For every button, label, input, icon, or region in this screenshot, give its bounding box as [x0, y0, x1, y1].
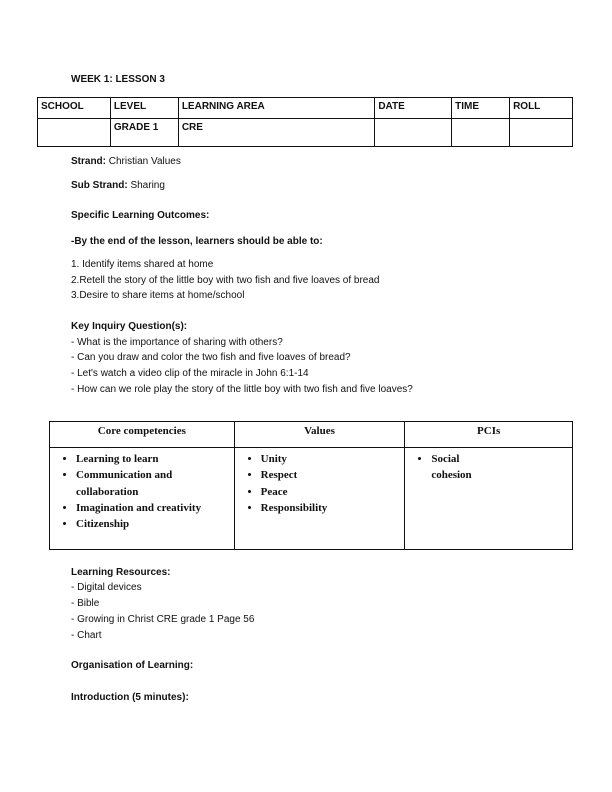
header-time: TIME: [452, 98, 510, 119]
kiq-heading: Key Inquiry Question(s):: [71, 321, 188, 332]
header-level: LEVEL: [110, 98, 178, 119]
question: - Can you draw and color the two fish and five loaves of bread?: [71, 352, 351, 363]
list-item: • Respect: [261, 467, 401, 483]
sub-strand-value: Sharing: [127, 180, 165, 191]
question: - How can we role play the story of the little boy with two fish and five loaves?: [71, 384, 413, 395]
resource-item: - Chart: [71, 630, 102, 641]
value-level: GRADE 1: [110, 119, 178, 147]
outcome: 3.Desire to share items at home/school: [71, 290, 245, 301]
resource-item: - Growing in Christ CRE grade 1 Page 56: [71, 614, 255, 625]
introduction-heading: Introduction (5 minutes):: [71, 692, 189, 703]
resources-heading: Learning Resources:: [71, 567, 171, 578]
list-item: • Peace: [261, 484, 401, 500]
lesson-info-table: [37, 97, 573, 147]
header-values: Values: [234, 422, 405, 448]
outcome: 2.Retell the story of the little boy with two fish and five loaves of bread: [71, 275, 380, 286]
header-roll: ROLL: [510, 98, 573, 119]
list-item: • Responsibility: [261, 500, 401, 516]
value-learning-area: CRE: [178, 119, 375, 147]
strand-value: Christian Values: [106, 156, 181, 167]
list-item: • Social cohesion: [431, 451, 491, 484]
resource-item: - Bible: [71, 598, 100, 609]
value-school: [38, 119, 111, 147]
pcis-cell: [405, 448, 573, 550]
header-date: DATE: [375, 98, 452, 119]
sub-strand-label: Sub Strand:: [71, 180, 128, 191]
core-competencies-cell: [50, 448, 235, 550]
list-item: • Communication and collaboration: [76, 467, 230, 500]
header-pcis: PCIs: [405, 422, 573, 448]
question: - What is the importance of sharing with others?: [71, 337, 283, 348]
value-time: [452, 119, 510, 147]
header-school: SCHOOL: [38, 98, 111, 119]
outcome: 1. Identify items shared at home: [71, 259, 214, 270]
strand-label: Strand:: [71, 156, 106, 167]
question: - Let's watch a video clip of the miracle in John 6:1-14: [71, 368, 309, 379]
resource-item: - Digital devices: [71, 582, 142, 593]
values-cell: [234, 448, 405, 550]
list-item: • Learning to learn: [76, 451, 230, 467]
slo-heading: Specific Learning Outcomes:: [71, 210, 210, 221]
list-item: • Imagination and creativity: [76, 500, 230, 516]
slo-intro: -By the end of the lesson, learners should be able to:: [71, 236, 323, 247]
list-item: • Unity: [261, 451, 401, 467]
list-item: • Citizenship: [76, 516, 230, 532]
strand: [71, 156, 181, 168]
competencies-table: [49, 421, 573, 550]
header-core-competencies: Core competencies: [50, 422, 235, 448]
organisation-heading: Organisation of Learning:: [71, 660, 194, 671]
week-title: WEEK 1: LESSON 3: [71, 74, 165, 85]
header-learning-area: LEARNING AREA: [178, 98, 375, 119]
value-date: [375, 119, 452, 147]
sub-strand: [71, 180, 165, 192]
value-roll: [510, 119, 573, 147]
